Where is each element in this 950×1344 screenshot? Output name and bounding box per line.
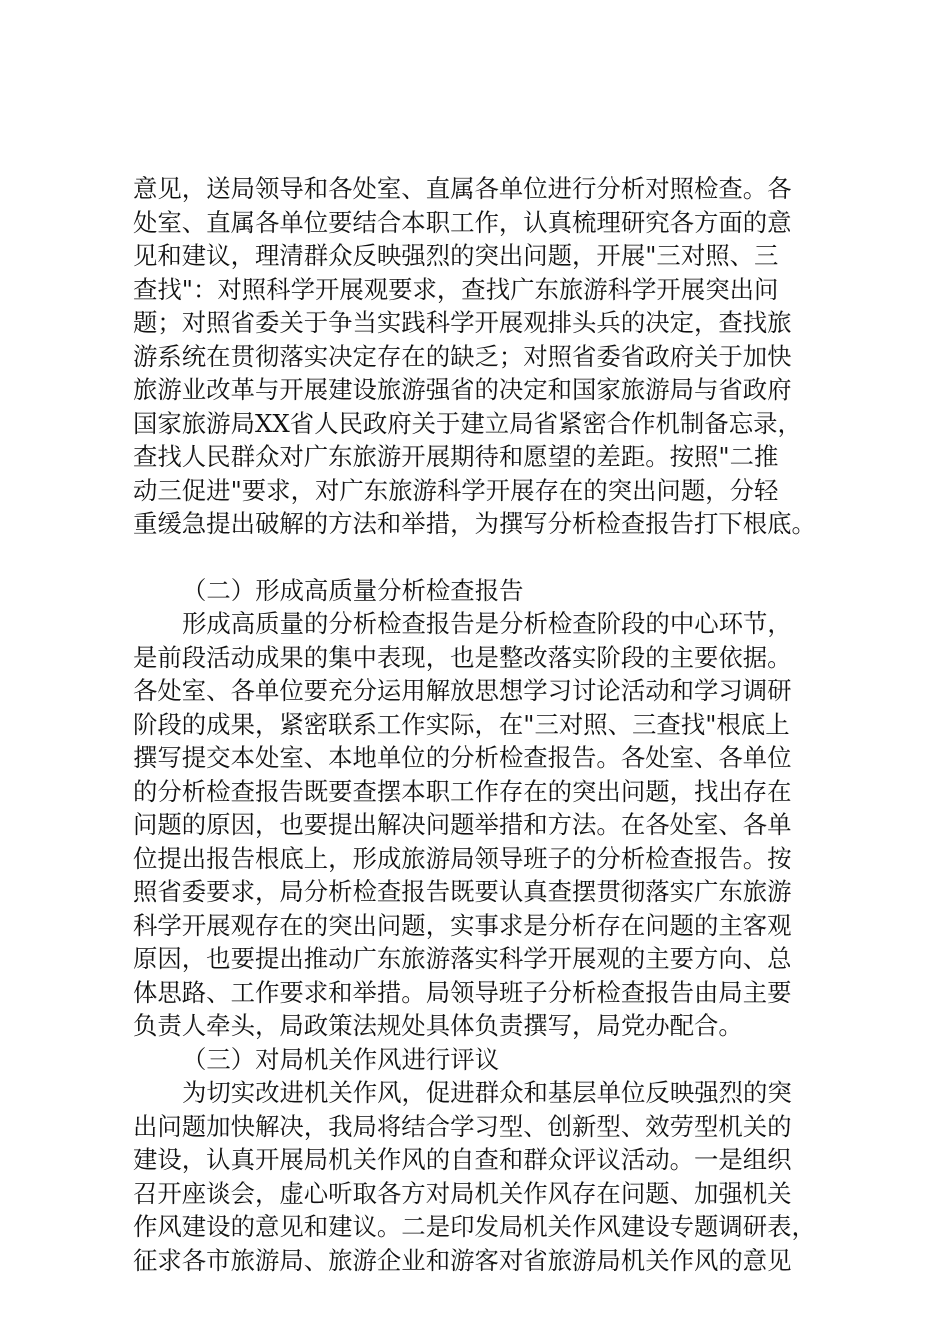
- paragraph-section3: [133, 1076, 833, 1277]
- section3-heading: （三）对局机关作风进行评议: [182, 1044, 500, 1074]
- paragraph-section1: [133, 172, 833, 541]
- text-line: 国家旅游局XX省人民政府关于建立局省紧密合作机制备忘录，: [133, 408, 802, 438]
- text-line: 动三促进"要求，对广东旅游科学开展存在的突出问题，分轻: [133, 475, 779, 505]
- text-line-first: 为切实改进机关作风，促进群众和基层单位反映强烈的突: [182, 1078, 792, 1107]
- text-line: 出问题加快解决，我局将结合学习型、创新型、效劳型机关的: [133, 1111, 792, 1141]
- text-line: 负责人牵头，局政策法规处具体负责撰写，局党办配合。: [133, 1011, 743, 1040]
- text-line: 是前段活动成果的集中表现，也是整改落实阶段的主要依据。: [133, 642, 792, 672]
- document-page: [133, 172, 833, 1277]
- section-gap: [133, 541, 833, 574]
- text-line: 阶段的成果，紧密联系工作实际，在"三对照、三查找"根底上: [133, 709, 790, 739]
- section2-heading: （二）形成高质量分析检查报告: [182, 575, 524, 605]
- text-line: 体思路、工作要求和举措。局领导班子分析检查报告由局主要: [133, 977, 792, 1007]
- text-line: 各处室、各单位要充分运用解放思想学习讨论活动和学习调研: [133, 676, 792, 705]
- text-line: 的分析检查报告既要查摆本职工作存在的突出问题，找出存在: [133, 776, 792, 806]
- text-line: 召开座谈会，虚心听取各方对局机关作风存在问题、加强机关: [133, 1178, 792, 1208]
- text-line: 科学开展观存在的突出问题，实事求是分析存在问题的主客观: [133, 910, 792, 940]
- text-line: 查找人民群众对广东旅游开展期待和愿望的差距。按照"二推: [133, 442, 779, 471]
- text-line: 照省委要求，局分析检查报告既要认真查摆贯彻落实广东旅游: [133, 877, 792, 906]
- text-line: 原因，也要提出推动广东旅游落实科学开展观的主要方向、总: [133, 944, 792, 973]
- text-line: 建设，认真开展局机关作风的自查和群众评议活动。一是组织: [133, 1145, 792, 1174]
- text-line: 题；对照省委关于争当实践科学开展观排头兵的决定，查找旅: [133, 308, 792, 337]
- text-line: 意见，送局领导和各处室、直属各单位进行分析对照检查。各: [133, 174, 792, 203]
- text-line-first: 形成高质量的分析检查报告是分析检查阶段的中心环节，: [182, 609, 792, 638]
- text-line: 游系统在贯彻落实决定存在的缺乏；对照省委省政府关于加快: [133, 341, 792, 371]
- text-line: 查找"：对照科学开展观要求，查找广东旅游科学开展突出问: [133, 274, 779, 304]
- text-line: 见和建议，理清群众反映强烈的突出问题，开展"三对照、三: [133, 241, 779, 270]
- text-line: 撰写提交本处室、本地单位的分析检查报告。各处室、各单位: [133, 743, 792, 772]
- text-line: 旅游业改革与开展建设旅游强省的决定和国家旅游局与省政府: [133, 375, 792, 404]
- text-line: 位提出报告根底上，形成旅游局领导班子的分析检查报告。按: [133, 843, 792, 873]
- text-line: 处室、直属各单位要结合本职工作，认真梳理研究各方面的意: [133, 207, 792, 237]
- paragraph-section2: [133, 607, 833, 1043]
- text-line: 作风建设的意见和建议。二是印发局机关作风建设专题调研表，: [133, 1212, 816, 1241]
- text-line: 征求各市旅游局、旅游企业和游客对省旅游局机关作风的意见: [133, 1245, 792, 1275]
- text-line: 问题的原因，也要提出解决问题举措和方法。在各处室、各单: [133, 810, 792, 839]
- text-line: 重缓急提出破解的方法和举措，为撰写分析检查报告打下根底。: [133, 509, 816, 538]
